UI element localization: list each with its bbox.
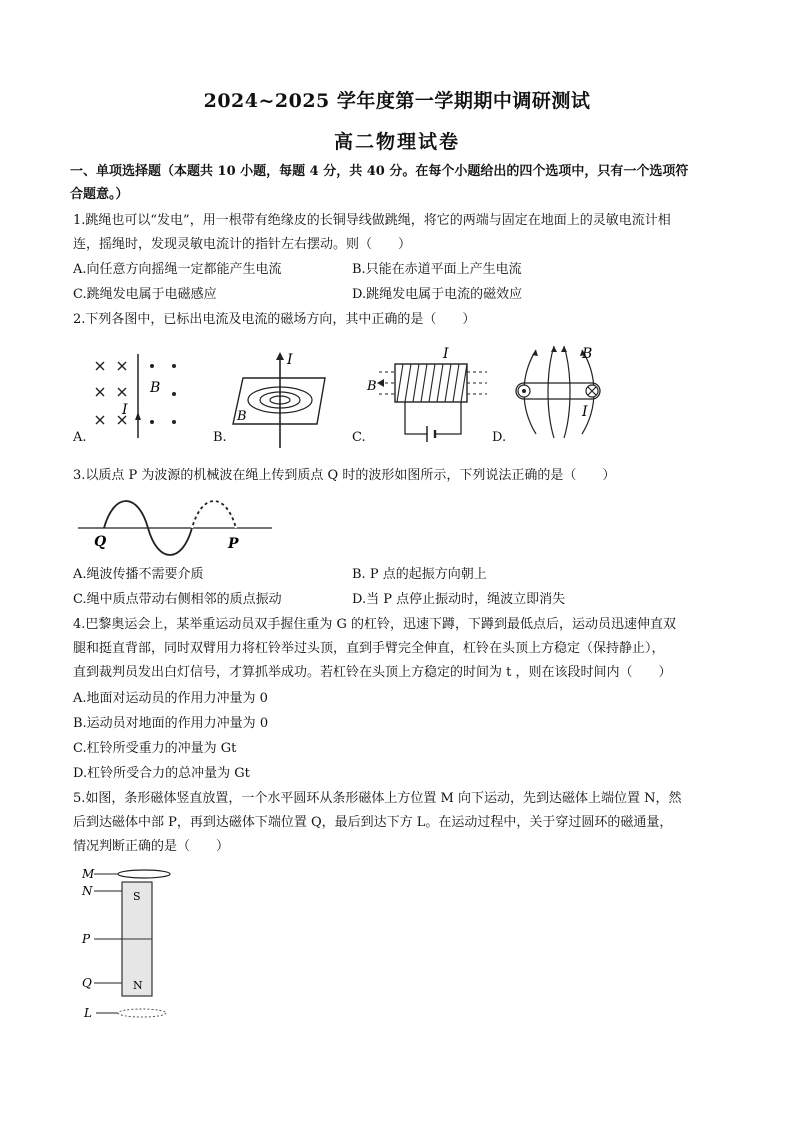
label-p: P [82,932,91,946]
field-label-b: B [150,380,161,396]
q3-wave-figure [76,494,276,574]
circuit-wire [405,402,461,434]
q4-option-d: D.杠铃所受合力的总冲量为 Gt [73,766,250,781]
q1-option-b: B.只能在赤道平面上产生电流 [352,262,522,277]
q2-figure-b [225,350,335,450]
q2-option-a: A. [73,430,87,445]
field-arrows [532,346,586,356]
q4-option-c: C.杠铃所受重力的冲量为 Gt [73,741,237,756]
label-q: Q [82,976,92,990]
q1-stem-line2: 连，摇绳时，发现灵敏电流计的指针左右摆动。则（ ） [73,237,412,252]
plane [233,378,325,424]
q3-option-d: D.当 P 点停止振动时，绳波立即消失 [352,592,566,607]
field-label-b: B [237,409,247,424]
q5-stem-line1: 5.如图，条形磁体竖直放置，一个水平圆环从条形磁体上方位置 M 向下运动，先到达磁体上端位置 N，然 [73,791,682,806]
q3-option-a: A.绳波传播不需要介质 [73,567,204,582]
q1-option-d: D.跳绳发电属于电流的磁效应 [352,287,523,302]
q5-stem-line2: 后到达磁体中部 P，再到达磁体下端位置 Q，最后到达下方 L。在运动过程中，关于穿过圆环的磁通量， [73,815,673,830]
magnet-pole-s: S [133,890,141,903]
q1-stem-line1: 1.跳绳也可以“发电”，用一根带有绝缘皮的长铜导线做跳绳，将它的两端与固定在地面上的灵敏电流计相 [73,213,671,228]
wave-dash-overlay [192,501,236,528]
q2-option-d: D. [492,430,507,445]
q2-stem: 2.下列各图中，已标出电流及电流的磁场方向，其中正确的是（ ） [73,312,476,327]
section-heading-line1: 一、单项选择题（本题共 10 小题，每题 4 分，共 40 分。在每个小题给出的四个选项中，只有一个选项符 [70,164,689,179]
field-label-b: B [367,379,377,394]
current-label-i: I [287,352,293,368]
q4-stem-line1: 4.巴黎奥运会上，某举重运动员双手握住重为 G 的杠铃，迅速下蹲，下蹲到最低点后，运动员迅速伸直双 [73,617,677,632]
ring-at-l [118,1009,166,1017]
current-label-i: I [122,402,128,418]
q4-option-a: A.地面对运动员的作用力冲量为 0 [73,691,268,706]
exam-subtitle: 高二物理试卷 [333,131,460,153]
q3-option-b: B. P 点的起振方向朝上 [352,567,487,582]
field-label-b: B [582,346,593,362]
point-q-label: Q [94,534,107,550]
q1-option-a: A.向任意方向摇绳一定都能产生电流 [73,262,282,277]
current-arrow [276,352,284,360]
section-heading-line2: 合题意。） [70,187,129,202]
q1-option-c: C.跳绳发电属于电磁感应 [73,287,217,302]
current-arrow [135,412,141,420]
q4-option-b: B.运动员对地面的作用力冲量为 0 [73,716,269,731]
magnet-pole-n: N [133,979,143,992]
label-l: L [84,1006,92,1020]
q2-option-c: C. [352,430,366,445]
q2-figure-a [88,352,198,442]
current-label-i: I [582,404,588,420]
label-m: M [82,867,95,881]
q5-magnet-figure [78,862,188,1022]
q4-stem-line2: 腿和挺直背部，同时双臂用力将杠铃举过头顶，直到手臂完全伸直，杠铃在头顶上方稳定（保持静止）， [73,641,665,656]
q3-option-c: C.绳中质点带动右侧相邻的质点振动 [73,592,282,607]
point-p-label: P [228,536,239,552]
exam-title: 2024~2025 学年度第一学期期中调研测试 [203,90,591,112]
q5-stem-line3: 情况判断正确的是（ ） [73,839,230,854]
q4-stem-line3: 直到裁判员发出白灯信号，才算抓举成功。若杠铃在头顶上方稳定的时间为 t ，则在该段时间内（ ） [73,665,672,680]
q2-option-b: B. [213,430,227,445]
current-label-i: I [443,346,449,362]
solenoid-coils [397,364,467,402]
field-arrow [377,379,384,387]
q2-figure-d [506,342,616,442]
ring-at-m [118,870,170,878]
q2-figure-c [365,346,495,446]
label-n: N [82,884,93,898]
q3-stem: 3.以质点 P 为波源的机械波在绳上传到质点 Q 时的波形如图所示，下列说法正确的是（ ） [73,468,616,483]
